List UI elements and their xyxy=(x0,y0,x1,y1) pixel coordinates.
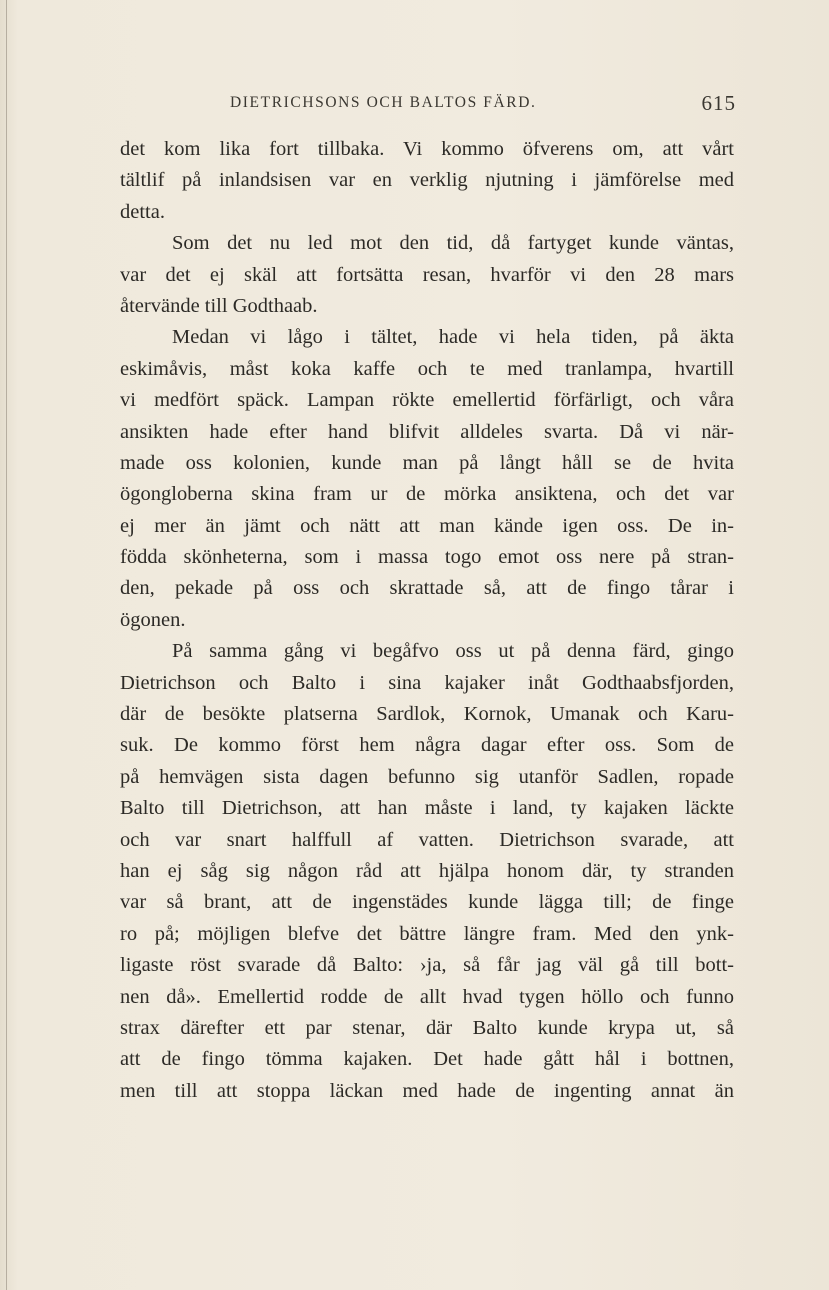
text-line: nen då». Emellertid rodde de allt hvad tygen höllo och funno xyxy=(120,985,734,1008)
text-line: och var snart halffull af vatten. Dietrichson svarade, att xyxy=(120,828,734,851)
text-line: Balto till Dietrichson, att han måste i land, ty kajaken läckte xyxy=(120,797,734,820)
text-line: tältlif på inlandsisen var en verklig njutning i jämförelse med xyxy=(120,169,734,192)
text-line: vi medfört späck. Lampan rökte emellertid förfärligt, och våra xyxy=(120,389,734,412)
text-line: det kom lika fort tillbaka. Vi kommo öfverens om, att vårt xyxy=(120,138,734,160)
text-line: Dietrichson och Balto i sina kajaker inåt Godthaabsfjorden, xyxy=(120,671,734,694)
text-line: han ej såg sig någon råd att hjälpa honom där, ty stranden xyxy=(120,859,734,882)
text-line: made oss kolonien, kunde man på långt håll se de hvita xyxy=(120,451,734,474)
text-line: eskimåvis, måst koka kaffe och te med tranlampa, hvartill xyxy=(120,357,734,380)
page-header xyxy=(120,91,736,119)
text-line: födda skönheterna, som i massa togo emot oss nere på stran- xyxy=(120,546,734,569)
text-line: detta. xyxy=(120,200,165,223)
body-text xyxy=(120,134,734,1107)
running-head: DIETRICHSONS OCH BALTOS FÄRD. xyxy=(230,94,537,111)
page-number: 615 xyxy=(701,91,736,115)
text-line: Som det nu led mot den tid, då fartyget kunde väntas, xyxy=(172,232,734,255)
text-line: ögonen. xyxy=(120,608,186,631)
text-line: att de fingo tömma kajaken. Det hade gått hål i bottnen, xyxy=(120,1048,734,1071)
text-line: Medan vi lågo i tältet, hade vi hela tiden, på äkta xyxy=(172,326,734,349)
text-line: ro på; möjligen blefve det bättre längre fram. Med den ynk- xyxy=(120,922,734,945)
text-line: där de besökte platserna Sardlok, Kornok, Umanak och Karu- xyxy=(120,703,734,726)
text-line: strax därefter ett par stenar, där Balto kunde krypa ut, så xyxy=(120,1016,734,1039)
text-line: återvände till Godthaab. xyxy=(120,294,318,317)
text-line: ansikten hade efter hand blifvit alldeles svarta. Då vi när- xyxy=(120,420,734,443)
text-line: På samma gång vi begåfvo oss ut på denna färd, gingo xyxy=(172,640,734,663)
page-edge-line xyxy=(6,0,7,1290)
text-line: var så brant, att de ingenstädes kunde lägga till; de finge xyxy=(120,891,734,914)
text-line: men till att stoppa läckan med hade de ingenting annat än xyxy=(120,1079,734,1102)
text-line: den, pekade på oss och skrattade så, att de fingo tårar i xyxy=(120,577,734,600)
text-line: på hemvägen sista dagen befunno sig utanför Sadlen, ropade xyxy=(120,765,734,788)
text-line: ej mer än jämt och nätt att man kände igen oss. De in- xyxy=(120,514,734,537)
text-line: suk. De kommo först hem några dagar efter oss. Som de xyxy=(120,734,734,757)
text-line: var det ej skäl att fortsätta resan, hvarför vi den 28 mars xyxy=(120,263,734,286)
text-line: ligaste röst svarade då Balto: ›ja, så får jag väl gå till bott- xyxy=(120,954,734,977)
text-line: ögongloberna skina fram ur de mörka ansiktena, och det var xyxy=(120,483,734,506)
